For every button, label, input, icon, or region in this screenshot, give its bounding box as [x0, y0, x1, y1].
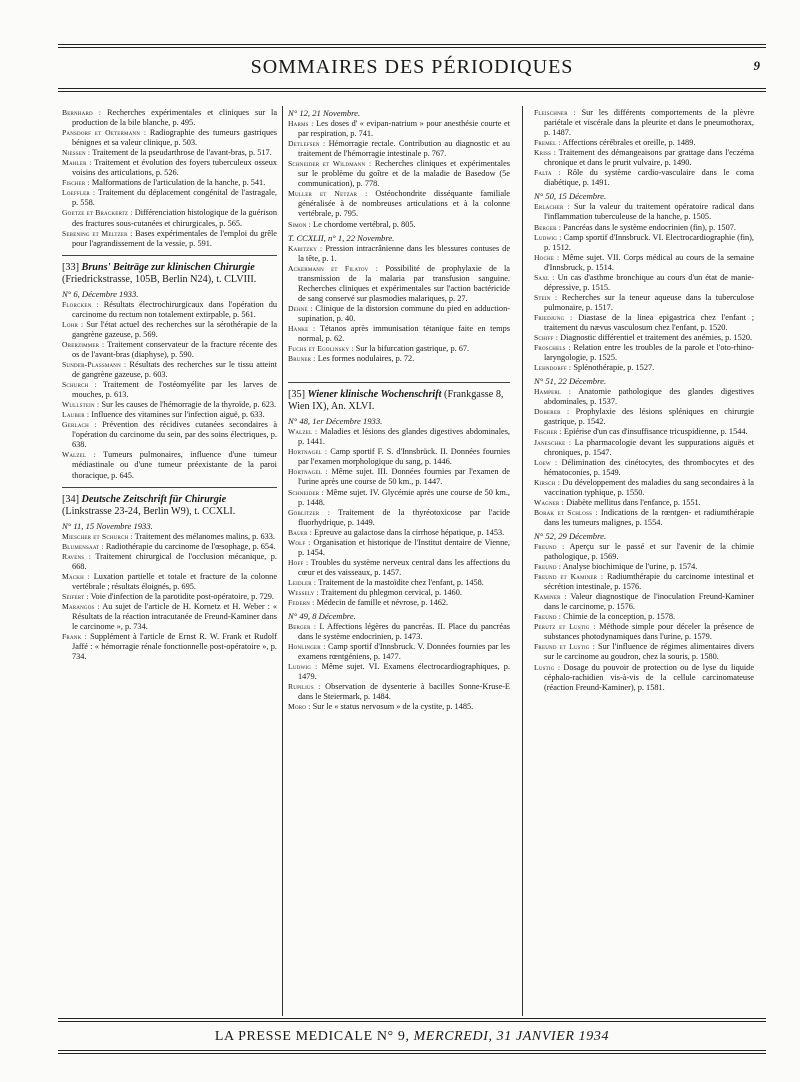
issue-heading: T. CCXLII, n° 1, 22 Novembre.: [288, 232, 395, 243]
entry-author: Gerlach :: [62, 420, 97, 430]
entry-title: Affections cérébrales et oreille, p. 1489.: [562, 138, 696, 148]
entry-title: Pancréas dans le système endocrinien (fin), p. 1507.: [563, 222, 736, 232]
entry-list: [288, 427, 510, 608]
article-entry: [62, 108, 277, 128]
entry-title: Délimination des cinétocytes, des thrombocytes et des hématoconies, p. 1549.: [544, 457, 754, 477]
entry-title: Traitement du déplacement congénital de l'astragale, p. 558.: [72, 188, 277, 208]
entry-title: Traitement de l'ostéomyélite par les larves de mouches, p. 613.: [72, 380, 277, 400]
entry-title: Organisation et historique de l'Institut dentaire de Vienne, p. 1454.: [298, 537, 510, 557]
article-entry: [62, 410, 277, 420]
entry-list: [534, 387, 754, 528]
entry-author: Rupilius :: [288, 682, 321, 692]
article-entry: [534, 642, 754, 662]
entry-title: Tétanos après immunisation tétanique faite en temps normal, p. 62.: [298, 323, 510, 344]
entry-title: Radiothérapie du carcinome de l'œsophage, p. 654.: [105, 541, 276, 551]
entry-author: Friedjung :: [534, 312, 573, 322]
article-entry: [534, 427, 754, 437]
entry-author: Bruner :: [288, 354, 316, 364]
entry-title: Influence des vitamines sur l'infection aiguë, p. 633.: [91, 410, 265, 420]
entry-author: Hortnagel :: [288, 467, 328, 477]
article-entry: [62, 380, 277, 400]
entry-author: Fleischner :: [534, 108, 576, 117]
column-divider: [282, 106, 283, 1016]
entry-title: Recherches sur la teneur aqueuse dans la tuberculose pulmonaire, p. 1517.: [544, 292, 754, 312]
footer-rule-bottom: [58, 1050, 766, 1054]
entry-title: Voie d'infection de la parotidite post-opératoire, p. 729.: [90, 591, 274, 601]
entry-list: [288, 622, 510, 712]
entry-author: Wolf :: [288, 537, 311, 547]
journal-heading: [35] Wiener klinische Wochenschrift (Frankgasse 8, Wien IX), An. XLVI.: [288, 389, 504, 413]
article-entry: [534, 202, 754, 222]
entry-title: Splénothérapie, p. 1527.: [573, 363, 655, 373]
article-entry: [288, 159, 510, 189]
article-entry: [62, 158, 277, 178]
entry-author: Schiff :: [534, 333, 559, 343]
footer-rule-top: [58, 1018, 766, 1022]
article-entry: [288, 264, 510, 304]
entry-list: [288, 119, 510, 230]
article-entry: [288, 189, 510, 219]
header-rule-bottom: [58, 88, 766, 92]
entry-author: Saxl :: [534, 272, 555, 282]
article-entry: [62, 300, 277, 320]
entry-title: Traitement de la thyréotoxicose par l'acide fluorhydrique, p. 1449.: [298, 507, 510, 527]
entry-title: Pression intracrânienne dans les blessures contuses de la tête, p. 1.: [298, 243, 510, 263]
entry-author: Kabitzky :: [288, 243, 323, 253]
entry-author: Federn :: [288, 598, 315, 608]
article-entry: [534, 478, 754, 498]
entry-author: Wullstein :: [62, 400, 100, 410]
article-entry: [288, 488, 510, 508]
entry-author: Kirsch :: [534, 477, 561, 487]
article-entry: [62, 532, 277, 542]
entry-title: Traitement conservateur de la fracture récente des os de l'avant-bras (diaphyse), p. 590.: [72, 339, 277, 359]
entry-list: [534, 108, 754, 188]
entry-title: Diabète mellitus dans l'enfance, p. 1551.: [566, 497, 701, 507]
article-entry: [288, 538, 510, 558]
entry-title: Hémorragie rectale. Contribution au diagnostic et au traitement de l'hémorragie intestinale p. 767.: [298, 139, 510, 159]
entry-title: Tumeurs pulmonaires, influence d'une tumeur médiastinale ou d'une tumeur préexistante de la paroi thoracique, p. 645.: [72, 450, 277, 480]
column-1: [62, 108, 277, 662]
entry-list: [62, 108, 277, 249]
entry-author: Freund et Lustig :: [534, 642, 596, 652]
article-entry: [534, 438, 754, 458]
entry-author: Miescher et Schurch :: [62, 531, 133, 541]
entry-title: Même sujet. VII. Corps médical au cours de la semaine d'Innsbruck, p. 1514.: [544, 252, 754, 272]
entry-author: Freund et Kaminer :: [534, 572, 604, 582]
entry-author: Walzel :: [288, 427, 318, 437]
entry-author: Dehne :: [288, 303, 313, 313]
entry-author: Hoff :: [288, 557, 309, 567]
entry-author: Loew :: [534, 457, 558, 467]
entry-author: Freund :: [534, 541, 565, 551]
article-entry: [288, 558, 510, 578]
article-entry: [62, 360, 277, 380]
article-entry: [288, 427, 510, 447]
entry-title: Traitement de la mastoïdite chez l'enfant, p. 1458.: [318, 577, 484, 587]
article-entry: [62, 178, 277, 188]
entry-title: Camp sportif d'Innsbruck. V. Données fournies par les examens rœntgéniens, p. 1477.: [298, 642, 510, 662]
article-entry: [534, 592, 754, 612]
article-entry: [534, 343, 754, 363]
entry-title: Du développement des maladies du sang secondaires à la vaccination typhique, p. 1550.: [544, 477, 754, 497]
entry-author: Fuchs et Egolinsky :: [288, 344, 354, 354]
article-entry: [62, 128, 277, 148]
entry-title: Sur le « status nervosum » de la cystite, p. 1485.: [312, 702, 474, 712]
entry-author: Goetze et Brackertz :: [62, 208, 133, 218]
entry-title: Traitement des démangeaisons par grattage dans l'eczéma chronique et dans le prurit vulvaire, p. 1490.: [544, 148, 754, 168]
article-entry: [534, 233, 754, 253]
article-entry: [534, 407, 754, 427]
entry-title: Sur les différents comportements de la plèvre pariétale et viscérale dans la pleurite et dans le pneumothorax, p. 1487.: [544, 108, 754, 138]
entry-author: Berger :: [288, 622, 317, 632]
entry-author: Perutz et Lustig :: [534, 622, 596, 632]
entry-author: Harms :: [288, 119, 314, 129]
entry-author: Erlacher :: [534, 202, 570, 212]
journal-heading: [33] Bruns' Beiträge zur klinischen Chirurgie (Friedrickstrasse, 105B, Berlin N24), t. CLVIII.: [62, 261, 257, 285]
entry-list: [62, 300, 277, 481]
entry-title: Rôle du système cardio-vasculaire dans le coma diabétique, p. 1491.: [544, 168, 754, 188]
entry-title: Sur l'influence de régimes alimentaires divers sur le carcinome au goudron, chez la souris, p. 1580.: [544, 642, 754, 662]
issue-heading: N° 11, 15 Novembre 1933.: [62, 520, 153, 531]
entry-author: Wessely :: [288, 587, 319, 597]
entry-author: Stein :: [534, 292, 558, 302]
issue-heading: N° 51, 22 Décembre.: [534, 376, 607, 387]
entry-title: Camp sportif F. S. d'Innsbrück. II. Données fournies par l'examen morphologique du sang, p. 1446.: [298, 447, 510, 467]
column-3: [534, 108, 754, 693]
issue-heading: N° 6, Décembre 1933.: [62, 288, 139, 299]
article-entry: [62, 148, 277, 158]
article-entry: [534, 313, 754, 333]
entry-title: Les doses d' « evipan-natrium » pour anesthésie courte et par respiration, p. 741.: [298, 119, 510, 139]
article-entry: [534, 498, 754, 508]
article-entry: [62, 450, 277, 480]
article-entry: [288, 119, 510, 139]
article-entry: [62, 229, 277, 249]
issue-heading: N° 48, 1er Décembre 1933.: [288, 416, 383, 427]
entry-author: Freund :: [534, 612, 562, 622]
entry-title: Le chordome vertébral, p. 805.: [313, 219, 416, 229]
entry-title: Epiérise d'un cas d'insuffisance tricuspidienne, p. 1544.: [563, 427, 748, 437]
article-entry: [288, 598, 510, 608]
entry-author: Ackermann et Filatov :: [288, 263, 379, 273]
entry-author: Moro :: [288, 702, 311, 712]
separator: [288, 382, 510, 383]
entry-title: Maladies et lésions des glandes digestives abdominales, p. 1441.: [298, 427, 510, 447]
entry-author: Kaminer :: [534, 592, 567, 602]
article-entry: [288, 447, 510, 467]
entry-title: Analyse biochimique de l'urine, p. 1574.: [562, 562, 698, 572]
entry-author: Mahler :: [62, 158, 92, 168]
entry-title: Supplément à l'article de Ernst R. W. Frank et Rudolf Jaffé : « hémorragie rénale fonctionnelle post-opératoire », p. 734.: [72, 632, 277, 662]
article-entry: [534, 253, 754, 273]
footer-issue: N° 9,: [376, 1029, 410, 1044]
entry-author: Borak et Schloss :: [534, 507, 598, 517]
entry-author: Oberzimmer :: [62, 339, 105, 349]
entry-author: Frank :: [62, 632, 87, 642]
article-entry: [288, 304, 510, 324]
entry-title: Chimie de la conception, p. 1578.: [563, 612, 676, 622]
entry-title: Clinique de la distorsion commune du pied en adduction-supination, p. 40.: [298, 303, 510, 323]
entry-title: Même sujet. III. Données fournies par l'examen de l'urine après une course de 50 km., p. 1447.: [298, 467, 510, 487]
article-entry: [534, 612, 754, 622]
entry-title: Méthode simple pour déceler la présence de substances photodynamiques dans l'urine, p. 1579.: [544, 622, 754, 642]
article-entry: [534, 273, 754, 293]
entry-author: Marangos :: [62, 601, 100, 611]
entry-title: Dosage du pouvoir de protection ou de lyse du liquide céphalo-rachidien vis-à-vis de la cellule carcinomateuse (réaction Freund-Kaminer), p. 1581.: [544, 662, 754, 692]
entry-author: Fischer :: [534, 427, 562, 437]
entry-title: I. Affections légères du pancréas. II. Place du pancréas dans le système endocrinien, p. 1473.: [298, 622, 510, 642]
entry-author: Janeschke :: [534, 437, 572, 447]
article-entry: [288, 662, 510, 682]
entry-author: Hanke :: [288, 323, 316, 333]
article-entry: [534, 293, 754, 313]
entry-author: Schneider :: [288, 487, 324, 497]
article-entry: [62, 320, 277, 340]
entry-title: Observation de dysenterie à bacilles Sonne-Kruse-E dans le Steiermark, p. 1484.: [298, 682, 510, 702]
entry-title: Ostéochondrite disséquante familiale généralisée à de nombreuses articulations et à la colonne vertébrale, p. 795.: [298, 189, 510, 219]
entry-author: Mackh :: [62, 571, 90, 581]
article-entry: [288, 467, 510, 487]
entry-title: Résultats électrochirurgicaux dans l'opération du carcinome du rectum non totalement extirpable, p. 561.: [72, 299, 277, 319]
entry-author: Loeffler :: [62, 188, 96, 198]
article-entry: [288, 344, 510, 354]
entry-author: Lohr :: [62, 319, 84, 329]
entry-author: Sunder-Plassmann :: [62, 359, 127, 369]
entry-title: Malformations de l'articulation de la hanche, p. 541.: [91, 178, 266, 188]
article-entry: [62, 592, 277, 602]
article-entry: [534, 363, 754, 373]
article-entry: [534, 223, 754, 233]
entry-list: [288, 244, 510, 365]
article-entry: [288, 508, 510, 528]
entry-author: Berger :: [534, 222, 562, 232]
entry-title: Traitement chirurgical de l'occlusion mécanique, p. 668.: [72, 551, 277, 571]
entry-title: Prophylaxie des lésions spléniques en chirurgie gastrique, p. 1542.: [544, 407, 754, 427]
issue-heading: N° 49, 8 Décembre.: [288, 611, 356, 622]
journal-heading: [34] Deutsche Zeitschrift für Chirurgie (Linkstrasse 23-24, Berlin W9), t. CCXLI.: [62, 493, 236, 517]
issue-heading: N° 52, 29 Décembre.: [534, 530, 607, 541]
entry-author: Hortnagel :: [288, 447, 328, 457]
article-entry: [534, 663, 754, 693]
entry-author: Honlinger :: [288, 642, 326, 652]
entry-title: Résultats des recherches sur le tissu atteint de gangrène gazeuse, p. 603.: [72, 359, 277, 380]
entry-author: Freund :: [534, 562, 562, 572]
entry-author: Fischer :: [62, 178, 90, 188]
entry-title: Aperçu sur le passé et sur l'avenir de la chimie pathologique, p. 1569.: [544, 541, 754, 562]
entry-title: Recherches expérimentales et cliniques sur la production de la bile blanche, p. 495.: [72, 108, 277, 128]
article-entry: [534, 148, 754, 168]
article-entry: [62, 572, 277, 592]
article-entry: [288, 588, 510, 598]
page-header-title: SOMMAIRES DES PÉRIODIQUES: [250, 56, 574, 78]
header-rule-top: [58, 44, 766, 48]
entry-title: Un cas d'asthme bronchique au cours d'un état de manie-dépressive, p. 1515.: [544, 272, 754, 292]
entry-title: Sur l'état actuel des recherches sur la sérothérapie de la gangrène gazeuse, p. 569.: [72, 319, 277, 339]
article-entry: [62, 420, 277, 450]
entry-author: Lauber :: [62, 410, 90, 420]
entry-author: Hoche :: [534, 252, 560, 262]
entry-title: Camp sportif d'Innsbruck. VI. Electrocardiographie (fin), p. 1512.: [544, 232, 754, 252]
entry-author: Doberer :: [534, 407, 570, 417]
article-entry: [534, 542, 754, 562]
issue-heading: N° 12, 21 Novembre.: [288, 108, 361, 118]
entry-author: Goblitzer :: [288, 507, 331, 517]
article-entry: [534, 562, 754, 572]
entry-author: Seifert :: [62, 591, 89, 601]
entry-author: Leidler :: [288, 577, 317, 587]
entry-title: Radiumthérapie du carcinome intestinal et sécrétion intestinale, p. 1576.: [544, 572, 754, 592]
entry-author: Schurch :: [62, 380, 97, 390]
entry-title: Bases expérimentales de l'emploi du grêle pour l'agrandissement de la vessie, p. 591.: [72, 228, 277, 248]
page-footer: [58, 1029, 766, 1045]
entry-title: Recherches cliniques et expérimentales sur le problème du goître et de la maladie de Basedow (5e communication), p. 778.: [298, 159, 510, 189]
entry-author: Simon :: [288, 219, 311, 229]
entry-list: [62, 532, 277, 663]
article-entry: [288, 622, 510, 642]
article-entry: [288, 354, 510, 364]
article-entry: [534, 572, 754, 592]
article-entry: [288, 682, 510, 702]
article-entry: [534, 387, 754, 407]
page-number: 9: [753, 58, 760, 73]
entry-title: Troubles du système nerveux central dans les affections du cœur et des vaisseaux, p. 1457.: [298, 557, 510, 577]
entry-title: Même sujet. IV. Glycémie après une course de 50 km., p. 1448.: [298, 487, 510, 507]
article-entry: [288, 324, 510, 344]
article-entry: [288, 139, 510, 159]
entry-author: Muller et Netzar :: [288, 189, 368, 199]
entry-title: Traitement et évolution des foyers tuberculeux osseux voisins des articulations, p. 526.: [72, 158, 277, 178]
entry-title: Différenciation histologique de la guérison des fractures sous-cutanées et chirurgicales, p. 565.: [72, 208, 277, 228]
article-entry: [62, 602, 277, 632]
entry-author: Ludwig :: [288, 662, 318, 672]
entry-title: Traitement de la pseudarthrose de l'avant-bras, p. 517.: [92, 148, 272, 158]
entry-title: Valeur diagnostique de l'inoculation Freund-Kaminer dans le carcinome, p. 1576.: [544, 592, 754, 612]
entry-author: Sebening et Meltzer :: [62, 228, 133, 238]
entry-author: Ludwig :: [534, 232, 562, 242]
article-entry: [288, 220, 510, 230]
entry-title: Epreuve au galactose dans la cirrhose hépatique, p. 1453.: [314, 527, 505, 537]
entry-author: Froschels :: [534, 343, 571, 353]
entry-title: Possibilité de prophylaxie de la transmission de la malaria par transfusion sanguine. Recherches cliniques et expérimentales sur l'action bactéricide de sang conservé sur plasmodies malariques, p. 27.: [298, 263, 510, 303]
entry-author: Niessen :: [62, 148, 91, 158]
issue-heading: N° 50, 15 Décembre.: [534, 191, 607, 202]
entry-author: Fremel :: [534, 138, 561, 148]
entry-title: Diagnostic différentiel et traitement des anémies, p. 1520.: [560, 333, 753, 343]
article-entry: [534, 333, 754, 343]
entry-author: Wagner :: [534, 497, 564, 507]
entry-author: Walzel :: [62, 450, 96, 460]
entry-author: Bernhard :: [62, 108, 102, 117]
article-entry: [62, 340, 277, 360]
entry-author: Lustig :: [534, 662, 561, 672]
article-entry: [534, 138, 754, 148]
article-entry: [62, 632, 277, 662]
column-divider: [522, 106, 523, 1016]
entry-author: Detlefsen :: [288, 139, 326, 149]
entry-author: Kriss :: [534, 148, 557, 158]
entry-title: Médecin de famille et névrose, p. 1462.: [316, 598, 449, 608]
entry-author: Schneider et Wildmann :: [288, 159, 372, 169]
entry-title: Les formes nodulaires, p. 72.: [317, 354, 415, 364]
article-entry: [534, 108, 754, 138]
article-entry: [62, 552, 277, 572]
article-entry: [288, 578, 510, 588]
entry-title: Au sujet de l'article de H. Kornetz et H. Weber : « Résultats de la réaction intracutanée de Freund-Kaminer dans le carcinome », p. 734.: [72, 601, 277, 632]
entry-title: Sur la bifurcation gastrique, p. 67.: [355, 344, 470, 354]
article-entry: [62, 208, 277, 228]
column-2: [288, 108, 510, 713]
entry-author: Blumensaat :: [62, 541, 104, 551]
article-entry: [62, 188, 277, 208]
entry-author: Florcken :: [62, 299, 99, 309]
article-entry: [288, 528, 510, 538]
entry-author: Lehndorff :: [534, 363, 572, 373]
entry-title: Traitement du phlegmon cervical, p. 1460.: [320, 587, 462, 597]
entry-title: Même sujet. VI. Examens électrocardiographiques, p. 1479.: [298, 662, 510, 682]
entry-title: Relation entre les troubles de la parole et l'oto-rhino-laryngologie, p. 1525.: [544, 343, 754, 363]
article-entry: [288, 642, 510, 662]
entry-title: Sur les causes de l'hémorragie de la thyroïde, p. 623.: [101, 400, 277, 410]
separator: [62, 255, 277, 256]
entry-author: Bauer :: [288, 527, 313, 537]
footer-date: MERCREDI, 31 JANVIER 1934: [413, 1029, 610, 1044]
entry-title: Diastase de la linea epigastrica chez l'enfant ; traitement du nævus vasculosum chez l'enfant, p. 1520.: [544, 312, 754, 332]
entry-list: [534, 202, 754, 373]
separator: [62, 487, 277, 488]
article-entry: [288, 702, 510, 712]
entry-title: Anatomie pathologique des glandes digestives abdominales, p. 1537.: [544, 387, 754, 407]
entry-author: Hamperl :: [534, 387, 572, 397]
entry-title: Luxation partielle et totale et fracture de la colonne vertébrale ; résultats éloignés, p. 695.: [72, 571, 277, 591]
entry-author: Pansdorf et Oetermann :: [62, 128, 147, 138]
footer-journal: LA PRESSE MEDICALE: [214, 1029, 373, 1044]
article-entry: [534, 168, 754, 188]
article-entry: [534, 458, 754, 478]
entry-title: Radiographie des tumeurs gastriques bénignes et sa valeur clinique, p. 503.: [72, 128, 277, 148]
entry-author: Falta :: [534, 168, 561, 178]
entry-title: Indications de la rœntgen- et radiumthérapie dans les tumeurs malignes, p. 1554.: [544, 507, 754, 527]
entry-title: Prévention des récidives cutanées secondaires à l'opération du carcinome du sein, par des soins électriques, p. 638.: [72, 420, 277, 450]
article-entry: [62, 400, 277, 410]
entry-title: La pharmacologie devant les suppurations aiguës et chroniques, p. 1547.: [544, 437, 754, 457]
article-entry: [534, 508, 754, 528]
article-entry: [62, 542, 277, 552]
article-entry: [534, 622, 754, 642]
entry-author: Ravens :: [62, 551, 92, 561]
entry-title: Sur la valeur du traitement opératoire radical dans l'inflammation tuberculeuse de la hanche, p. 1505.: [544, 202, 754, 222]
article-entry: [288, 244, 510, 264]
entry-title: Traitement des mélanomes malins, p. 633.: [134, 531, 275, 541]
entry-list: [534, 542, 754, 693]
